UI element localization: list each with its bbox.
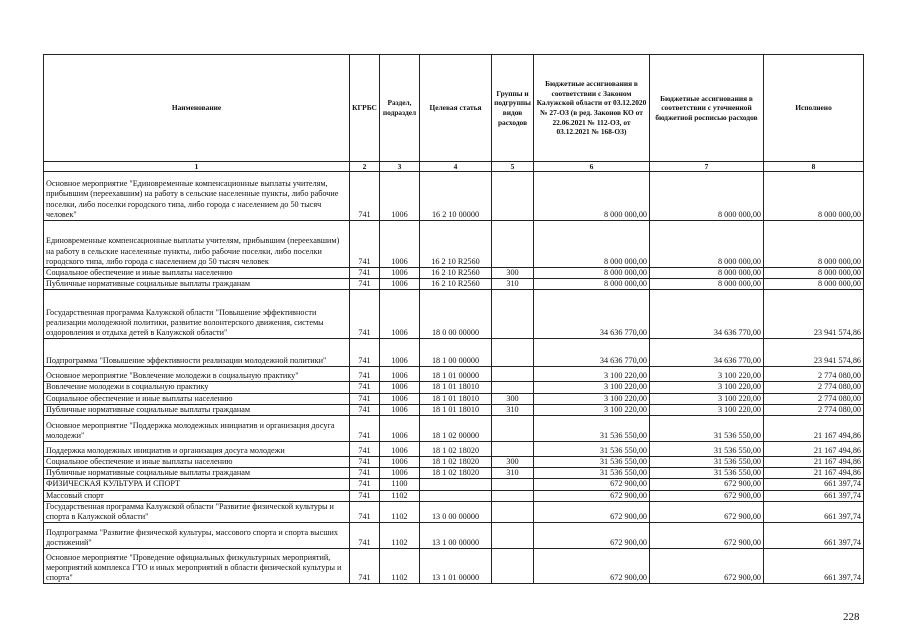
row-name-cell: Основное мероприятие "Вовлечение молодежи в социальную практику" <box>44 367 350 382</box>
row-target-cell: 18 0 00 00000 <box>420 290 492 339</box>
table-row <box>44 290 864 339</box>
row-budget-refined-cell: 8 000 000,00 <box>650 268 764 279</box>
row-section-cell: 1102 <box>380 501 420 522</box>
row-group-cell <box>492 549 534 584</box>
row-executed-cell: 661 397,74 <box>764 479 864 490</box>
col-number: 1 <box>44 162 350 172</box>
row-executed-cell: 661 397,74 <box>764 490 864 501</box>
row-budget-law-cell: 672 900,00 <box>534 490 650 501</box>
row-executed-cell: 23 941 574,86 <box>764 339 864 367</box>
budget-table-sheet <box>43 54 864 584</box>
row-section-cell: 1006 <box>380 172 420 221</box>
row-group-cell <box>492 501 534 522</box>
row-budget-refined-cell: 8 000 000,00 <box>650 279 764 290</box>
row-budget-refined-cell: 31 536 550,00 <box>650 416 764 442</box>
row-name-cell: Публичные нормативные социальные выплаты гражданам <box>44 279 350 290</box>
row-budget-refined-cell: 3 100 220,00 <box>650 404 764 415</box>
row-budget-refined-cell: 8 000 000,00 <box>650 172 764 221</box>
table-row <box>44 549 864 584</box>
row-section-cell: 1006 <box>380 393 420 404</box>
row-budget-refined-cell: 31 536 550,00 <box>650 442 764 457</box>
row-group-cell <box>492 479 534 490</box>
row-name-cell: Подпрограмма "Повышение эффективности реализации молодежной политики" <box>44 339 350 367</box>
row-section-cell: 1102 <box>380 549 420 584</box>
row-name-cell: Основное мероприятие "Проведение официальных физкультурных мероприятий, мероприятий комплекса ГТО и иных мероприятий в области физической культуры и спорта" <box>44 549 350 584</box>
row-target-cell: 18 1 01 18010 <box>420 382 492 393</box>
row-budget-refined-cell: 672 900,00 <box>650 501 764 522</box>
column-number-row <box>44 162 864 172</box>
row-target-cell: 16 2 10 R2560 <box>420 268 492 279</box>
table-row <box>44 279 864 290</box>
row-section-cell: 1100 <box>380 479 420 490</box>
row-kgrbs-cell: 741 <box>350 339 380 367</box>
row-group-cell <box>492 382 534 393</box>
row-budget-law-cell: 672 900,00 <box>534 479 650 490</box>
row-name-cell: Вовлечение молодежи в социальную практику <box>44 382 350 393</box>
row-target-cell: 18 1 02 00000 <box>420 416 492 442</box>
row-section-cell: 1006 <box>380 367 420 382</box>
row-executed-cell: 21 167 494,86 <box>764 416 864 442</box>
row-target-cell: 18 1 02 18020 <box>420 457 492 468</box>
table-row <box>44 268 864 279</box>
table-row <box>44 382 864 393</box>
table-row <box>44 404 864 415</box>
row-executed-cell: 2 774 080,00 <box>764 393 864 404</box>
row-section-cell: 1006 <box>380 416 420 442</box>
row-target-cell: 13 1 00 00000 <box>420 523 492 549</box>
table-row <box>44 339 864 367</box>
row-group-cell: 300 <box>492 457 534 468</box>
row-group-cell <box>492 339 534 367</box>
row-section-cell: 1006 <box>380 268 420 279</box>
row-kgrbs-cell: 741 <box>350 279 380 290</box>
row-budget-refined-cell: 672 900,00 <box>650 490 764 501</box>
row-kgrbs-cell: 741 <box>350 290 380 339</box>
col-number: 5 <box>492 162 534 172</box>
row-section-cell: 1006 <box>380 404 420 415</box>
row-name-cell: Единовременные компенсационные выплаты учителям, прибывшим (переехавшим) на работу в сельские населенные пункты, либо рабочие поселки, либо поселки городского типа, либо города с населением до 50 тысяч человек <box>44 221 350 268</box>
row-budget-law-cell: 8 000 000,00 <box>534 279 650 290</box>
row-group-cell <box>492 290 534 339</box>
table-row <box>44 501 864 522</box>
table-row <box>44 490 864 501</box>
table-row <box>44 393 864 404</box>
row-target-cell: 18 1 01 18010 <box>420 404 492 415</box>
row-target-cell: 18 1 01 18010 <box>420 393 492 404</box>
row-group-cell: 300 <box>492 268 534 279</box>
row-budget-law-cell: 672 900,00 <box>534 549 650 584</box>
row-executed-cell: 8 000 000,00 <box>764 268 864 279</box>
row-kgrbs-cell: 741 <box>350 468 380 479</box>
row-executed-cell: 23 941 574,86 <box>764 290 864 339</box>
row-kgrbs-cell: 741 <box>350 367 380 382</box>
row-group-cell <box>492 490 534 501</box>
row-kgrbs-cell: 741 <box>350 382 380 393</box>
header-groups: Группы и подгруппы видов расходов <box>492 55 534 162</box>
row-executed-cell: 2 774 080,00 <box>764 367 864 382</box>
row-group-cell: 300 <box>492 393 534 404</box>
row-section-cell: 1006 <box>380 442 420 457</box>
table-row <box>44 367 864 382</box>
row-budget-refined-cell: 672 900,00 <box>650 523 764 549</box>
table-row <box>44 468 864 479</box>
row-executed-cell: 2 774 080,00 <box>764 404 864 415</box>
row-executed-cell: 21 167 494,86 <box>764 457 864 468</box>
row-kgrbs-cell: 741 <box>350 221 380 268</box>
row-budget-refined-cell: 672 900,00 <box>650 549 764 584</box>
row-section-cell: 1006 <box>380 290 420 339</box>
row-budget-refined-cell: 34 636 770,00 <box>650 339 764 367</box>
row-target-cell: 18 1 02 18020 <box>420 468 492 479</box>
row-name-cell: Государственная программа Калужской области "Повышение эффективности реализации молодежной политики, развитие волонтерского движения, системы оздоровления и отдыха детей в Калужской области" <box>44 290 350 339</box>
row-kgrbs-cell: 741 <box>350 172 380 221</box>
table-row <box>44 457 864 468</box>
row-name-cell: Социальное обеспечение и иные выплаты населению <box>44 457 350 468</box>
row-kgrbs-cell: 741 <box>350 393 380 404</box>
row-kgrbs-cell: 741 <box>350 523 380 549</box>
col-number: 7 <box>650 162 764 172</box>
table-row <box>44 172 864 221</box>
row-name-cell: ФИЗИЧЕСКАЯ КУЛЬТУРА И СПОРТ <box>44 479 350 490</box>
row-group-cell <box>492 523 534 549</box>
col-number: 4 <box>420 162 492 172</box>
row-name-cell: Публичные нормативные социальные выплаты гражданам <box>44 404 350 415</box>
row-kgrbs-cell: 741 <box>350 457 380 468</box>
row-name-cell: Основное мероприятие "Единовременные компенсационные выплаты учителям, прибывшим (переехавшим) на работу в сельские населенные пункты, либо рабочие поселки, либо поселки городского типа, либо города с населением до 50 тысяч человек" <box>44 172 350 221</box>
header-budget-law: Бюджетные ассигнования в соответствии с Законом Калужской области от 03.12.2020 № 27-ОЗ (в ред. Законов КО от 22.06.2021 № 112-ОЗ, от 03.12.2021 № 168-ОЗ) <box>534 55 650 162</box>
row-kgrbs-cell: 741 <box>350 479 380 490</box>
row-budget-law-cell: 3 100 220,00 <box>534 404 650 415</box>
table-row <box>44 416 864 442</box>
row-section-cell: 1006 <box>380 382 420 393</box>
row-name-cell: Подпрограмма "Развитие физической культуры, массового спорта и спорта высших достижений" <box>44 523 350 549</box>
header-executed: Исполнено <box>764 55 864 162</box>
row-name-cell: Социальное обеспечение и иные выплаты населению <box>44 393 350 404</box>
row-kgrbs-cell: 741 <box>350 490 380 501</box>
col-number: 2 <box>350 162 380 172</box>
row-target-cell: 18 1 01 00000 <box>420 367 492 382</box>
header-row <box>44 55 864 162</box>
row-budget-refined-cell: 34 636 770,00 <box>650 290 764 339</box>
row-group-cell <box>492 367 534 382</box>
row-budget-law-cell: 672 900,00 <box>534 523 650 549</box>
row-target-cell: 13 0 00 00000 <box>420 501 492 522</box>
row-name-cell: Основное мероприятие "Поддержка молодежных инициатив и организация досуга молодежи" <box>44 416 350 442</box>
row-section-cell: 1006 <box>380 468 420 479</box>
row-budget-refined-cell: 8 000 000,00 <box>650 221 764 268</box>
row-kgrbs-cell: 741 <box>350 549 380 584</box>
row-kgrbs-cell: 741 <box>350 416 380 442</box>
row-target-cell: 18 1 00 00000 <box>420 339 492 367</box>
row-target-cell: 13 1 01 00000 <box>420 549 492 584</box>
row-target-cell: 16 2 10 R2560 <box>420 279 492 290</box>
header-kgrbs: КГРБС <box>350 55 380 162</box>
row-kgrbs-cell: 741 <box>350 442 380 457</box>
row-budget-law-cell: 34 636 770,00 <box>534 339 650 367</box>
row-name-cell: Поддержка молодежных инициатив и организация досуга молодежи <box>44 442 350 457</box>
row-budget-refined-cell: 31 536 550,00 <box>650 457 764 468</box>
row-target-cell <box>420 479 492 490</box>
table-body <box>44 172 864 584</box>
row-executed-cell: 8 000 000,00 <box>764 279 864 290</box>
row-budget-law-cell: 8 000 000,00 <box>534 172 650 221</box>
row-target-cell <box>420 490 492 501</box>
row-budget-refined-cell: 3 100 220,00 <box>650 367 764 382</box>
table-row <box>44 442 864 457</box>
header-section: Раздел, подраздел <box>380 55 420 162</box>
row-group-cell: 310 <box>492 279 534 290</box>
row-executed-cell: 8 000 000,00 <box>764 221 864 268</box>
row-budget-refined-cell: 3 100 220,00 <box>650 382 764 393</box>
row-budget-law-cell: 31 536 550,00 <box>534 457 650 468</box>
row-executed-cell: 21 167 494,86 <box>764 468 864 479</box>
table-row <box>44 479 864 490</box>
table-row <box>44 523 864 549</box>
col-number: 3 <box>380 162 420 172</box>
header-target: Целевая статья <box>420 55 492 162</box>
row-group-cell: 310 <box>492 468 534 479</box>
row-budget-law-cell: 31 536 550,00 <box>534 416 650 442</box>
row-section-cell: 1006 <box>380 457 420 468</box>
row-section-cell: 1102 <box>380 490 420 501</box>
page-number: 228 <box>843 611 860 623</box>
row-budget-law-cell: 672 900,00 <box>534 501 650 522</box>
row-group-cell <box>492 416 534 442</box>
row-budget-law-cell: 3 100 220,00 <box>534 382 650 393</box>
row-executed-cell: 8 000 000,00 <box>764 172 864 221</box>
row-name-cell: Государственная программа Калужской области "Развитие физической культуры и спорта в Калужской области" <box>44 501 350 522</box>
row-kgrbs-cell: 741 <box>350 501 380 522</box>
row-budget-law-cell: 8 000 000,00 <box>534 268 650 279</box>
row-budget-law-cell: 8 000 000,00 <box>534 221 650 268</box>
row-target-cell: 18 1 02 18020 <box>420 442 492 457</box>
row-name-cell: Массовый спорт <box>44 490 350 501</box>
row-executed-cell: 661 397,74 <box>764 501 864 522</box>
row-executed-cell: 661 397,74 <box>764 523 864 549</box>
row-section-cell: 1006 <box>380 221 420 268</box>
row-budget-refined-cell: 672 900,00 <box>650 479 764 490</box>
row-target-cell: 16 2 10 00000 <box>420 172 492 221</box>
row-executed-cell: 661 397,74 <box>764 549 864 584</box>
row-budget-law-cell: 31 536 550,00 <box>534 468 650 479</box>
row-budget-refined-cell: 31 536 550,00 <box>650 468 764 479</box>
row-target-cell: 16 2 10 R2560 <box>420 221 492 268</box>
row-budget-refined-cell: 3 100 220,00 <box>650 393 764 404</box>
row-section-cell: 1006 <box>380 339 420 367</box>
header-name: Наименование <box>44 55 350 162</box>
row-kgrbs-cell: 741 <box>350 268 380 279</box>
row-executed-cell: 2 774 080,00 <box>764 382 864 393</box>
header-budget-refined: Бюджетные ассигнования в соответствии с уточненной бюджетной росписью расходов <box>650 55 764 162</box>
row-section-cell: 1006 <box>380 279 420 290</box>
row-name-cell: Публичные нормативные социальные выплаты гражданам <box>44 468 350 479</box>
row-kgrbs-cell: 741 <box>350 404 380 415</box>
row-budget-law-cell: 3 100 220,00 <box>534 393 650 404</box>
col-number: 8 <box>764 162 864 172</box>
row-budget-law-cell: 31 536 550,00 <box>534 442 650 457</box>
row-section-cell: 1102 <box>380 523 420 549</box>
col-number: 6 <box>534 162 650 172</box>
budget-execution-table <box>43 54 864 584</box>
row-group-cell <box>492 442 534 457</box>
row-executed-cell: 21 167 494,86 <box>764 442 864 457</box>
row-group-cell <box>492 221 534 268</box>
row-group-cell: 310 <box>492 404 534 415</box>
table-row <box>44 221 864 268</box>
row-group-cell <box>492 172 534 221</box>
row-name-cell: Социальное обеспечение и иные выплаты населению <box>44 268 350 279</box>
row-budget-law-cell: 3 100 220,00 <box>534 367 650 382</box>
row-budget-law-cell: 34 636 770,00 <box>534 290 650 339</box>
